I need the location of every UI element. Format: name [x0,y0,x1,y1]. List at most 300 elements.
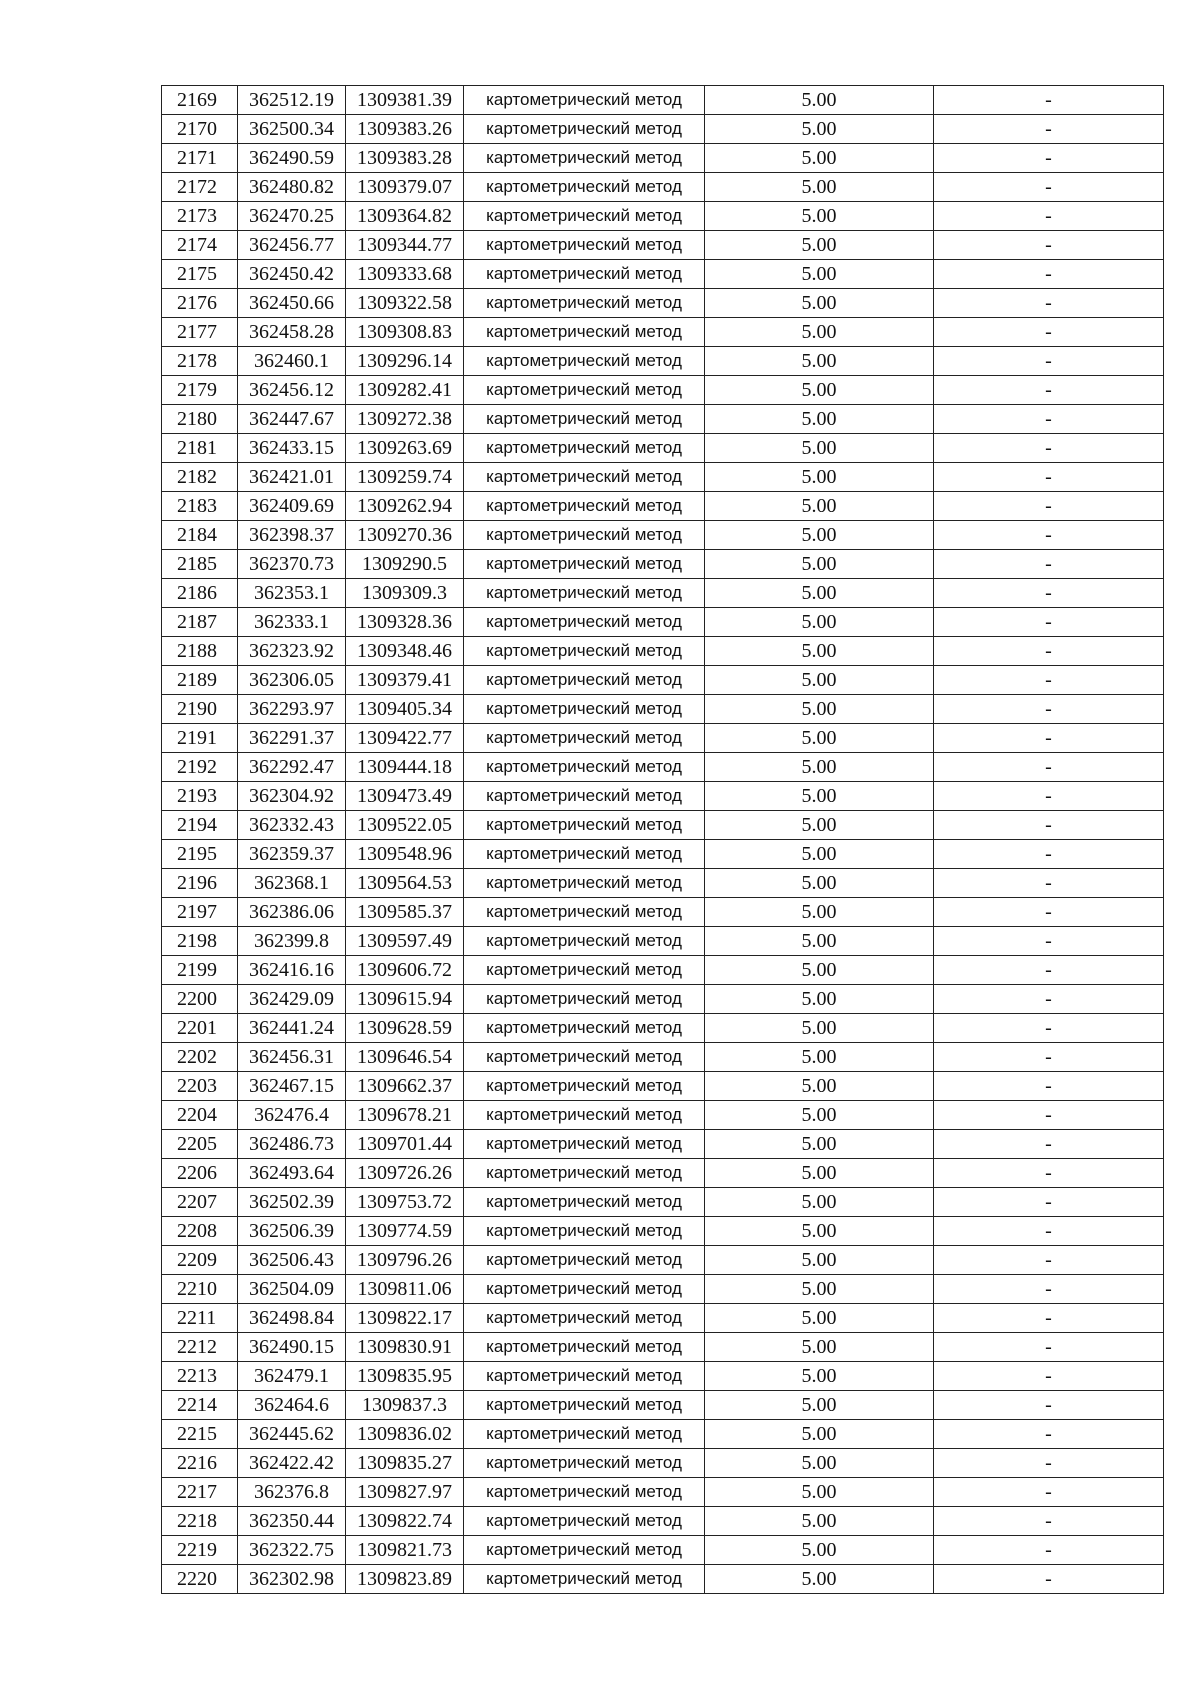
x-coordinate-cell: 362429.09 [238,985,346,1014]
note-cell: - [934,898,1164,927]
table-row [162,289,1164,318]
precision-cell: 5.00 [705,1072,934,1101]
x-coordinate-cell: 362370.73 [238,550,346,579]
note-cell: - [934,1188,1164,1217]
precision-cell: 5.00 [705,376,934,405]
method-cell: картометрический метод [464,1246,705,1275]
table-row [162,260,1164,289]
note-cell: - [934,927,1164,956]
y-coordinate-cell: 1309726.26 [346,1159,464,1188]
point-number-cell: 2202 [162,1043,238,1072]
table-row [162,1217,1164,1246]
note-cell: - [934,1391,1164,1420]
y-coordinate-cell: 1309282.41 [346,376,464,405]
point-number-cell: 2171 [162,144,238,173]
x-coordinate-cell: 362480.82 [238,173,346,202]
y-coordinate-cell: 1309827.97 [346,1478,464,1507]
method-cell: картометрический метод [464,1565,705,1594]
method-cell: картометрический метод [464,1217,705,1246]
point-number-cell: 2182 [162,463,238,492]
table-row [162,608,1164,637]
precision-cell: 5.00 [705,1565,934,1594]
y-coordinate-cell: 1309835.95 [346,1362,464,1391]
y-coordinate-cell: 1309564.53 [346,869,464,898]
note-cell: - [934,1217,1164,1246]
note-cell: - [934,1043,1164,1072]
note-cell: - [934,376,1164,405]
method-cell: картометрический метод [464,289,705,318]
table-row [162,1391,1164,1420]
point-number-cell: 2214 [162,1391,238,1420]
y-coordinate-cell: 1309364.82 [346,202,464,231]
method-cell: картометрический метод [464,840,705,869]
point-number-cell: 2181 [162,434,238,463]
note-cell: - [934,666,1164,695]
y-coordinate-cell: 1309262.94 [346,492,464,521]
note-cell: - [934,260,1164,289]
note-cell: - [934,753,1164,782]
precision-cell: 5.00 [705,1130,934,1159]
point-number-cell: 2211 [162,1304,238,1333]
table-row [162,1449,1164,1478]
table-row [162,1188,1164,1217]
note-cell: - [934,405,1164,434]
y-coordinate-cell: 1309405.34 [346,695,464,724]
x-coordinate-cell: 362447.67 [238,405,346,434]
y-coordinate-cell: 1309753.72 [346,1188,464,1217]
note-cell: - [934,782,1164,811]
precision-cell: 5.00 [705,347,934,376]
x-coordinate-cell: 362399.8 [238,927,346,956]
table-row [162,579,1164,608]
note-cell: - [934,869,1164,898]
method-cell: картометрический метод [464,1101,705,1130]
y-coordinate-cell: 1309422.77 [346,724,464,753]
point-number-cell: 2172 [162,173,238,202]
table-row [162,1043,1164,1072]
x-coordinate-cell: 362479.1 [238,1362,346,1391]
x-coordinate-cell: 362450.42 [238,260,346,289]
precision-cell: 5.00 [705,550,934,579]
y-coordinate-cell: 1309823.89 [346,1565,464,1594]
method-cell: картометрический метод [464,434,705,463]
note-cell: - [934,231,1164,260]
method-cell: картометрический метод [464,1275,705,1304]
note-cell: - [934,318,1164,347]
table-row [162,405,1164,434]
method-cell: картометрический метод [464,492,705,521]
table-row [162,550,1164,579]
point-number-cell: 2203 [162,1072,238,1101]
y-coordinate-cell: 1309444.18 [346,753,464,782]
precision-cell: 5.00 [705,637,934,666]
method-cell: картометрический метод [464,115,705,144]
method-cell: картометрический метод [464,144,705,173]
x-coordinate-cell: 362504.09 [238,1275,346,1304]
note-cell: - [934,550,1164,579]
table-row [162,782,1164,811]
precision-cell: 5.00 [705,1391,934,1420]
point-number-cell: 2186 [162,579,238,608]
method-cell: картометрический метод [464,637,705,666]
precision-cell: 5.00 [705,1217,934,1246]
note-cell: - [934,1275,1164,1304]
point-number-cell: 2170 [162,115,238,144]
x-coordinate-cell: 362416.16 [238,956,346,985]
point-number-cell: 2178 [162,347,238,376]
precision-cell: 5.00 [705,202,934,231]
note-cell: - [934,1304,1164,1333]
point-number-cell: 2201 [162,1014,238,1043]
precision-cell: 5.00 [705,869,934,898]
note-cell: - [934,1130,1164,1159]
method-cell: картометрический метод [464,1159,705,1188]
precision-cell: 5.00 [705,1478,934,1507]
x-coordinate-cell: 362490.15 [238,1333,346,1362]
note-cell: - [934,289,1164,318]
x-coordinate-cell: 362322.75 [238,1536,346,1565]
precision-cell: 5.00 [705,1246,934,1275]
x-coordinate-cell: 362368.1 [238,869,346,898]
table-row [162,637,1164,666]
table-row [162,1333,1164,1362]
note-cell: - [934,1420,1164,1449]
x-coordinate-cell: 362332.43 [238,811,346,840]
point-number-cell: 2218 [162,1507,238,1536]
precision-cell: 5.00 [705,1420,934,1449]
y-coordinate-cell: 1309348.46 [346,637,464,666]
precision-cell: 5.00 [705,579,934,608]
precision-cell: 5.00 [705,289,934,318]
point-number-cell: 2175 [162,260,238,289]
point-number-cell: 2180 [162,405,238,434]
point-number-cell: 2195 [162,840,238,869]
table-row [162,985,1164,1014]
note-cell: - [934,637,1164,666]
y-coordinate-cell: 1309308.83 [346,318,464,347]
table-row [162,1478,1164,1507]
precision-cell: 5.00 [705,1159,934,1188]
precision-cell: 5.00 [705,1449,934,1478]
y-coordinate-cell: 1309628.59 [346,1014,464,1043]
method-cell: картометрический метод [464,1072,705,1101]
y-coordinate-cell: 1309821.73 [346,1536,464,1565]
y-coordinate-cell: 1309290.5 [346,550,464,579]
note-cell: - [934,608,1164,637]
precision-cell: 5.00 [705,1362,934,1391]
precision-cell: 5.00 [705,434,934,463]
precision-cell: 5.00 [705,1333,934,1362]
precision-cell: 5.00 [705,1536,934,1565]
table-row [162,86,1164,115]
note-cell: - [934,579,1164,608]
x-coordinate-cell: 362456.77 [238,231,346,260]
method-cell: картометрический метод [464,1478,705,1507]
y-coordinate-cell: 1309835.27 [346,1449,464,1478]
method-cell: картометрический метод [464,695,705,724]
note-cell: - [934,86,1164,115]
point-number-cell: 2198 [162,927,238,956]
note-cell: - [934,434,1164,463]
y-coordinate-cell: 1309272.38 [346,405,464,434]
point-number-cell: 2200 [162,985,238,1014]
y-coordinate-cell: 1309597.49 [346,927,464,956]
method-cell: картометрический метод [464,1304,705,1333]
table-row [162,927,1164,956]
x-coordinate-cell: 362467.15 [238,1072,346,1101]
table-row [162,1014,1164,1043]
table-row [162,202,1164,231]
y-coordinate-cell: 1309259.74 [346,463,464,492]
point-number-cell: 2197 [162,898,238,927]
y-coordinate-cell: 1309606.72 [346,956,464,985]
y-coordinate-cell: 1309836.02 [346,1420,464,1449]
method-cell: картометрический метод [464,1362,705,1391]
method-cell: картометрический метод [464,579,705,608]
x-coordinate-cell: 362441.24 [238,1014,346,1043]
method-cell: картометрический метод [464,521,705,550]
x-coordinate-cell: 362323.92 [238,637,346,666]
y-coordinate-cell: 1309646.54 [346,1043,464,1072]
precision-cell: 5.00 [705,260,934,289]
method-cell: картометрический метод [464,1130,705,1159]
y-coordinate-cell: 1309296.14 [346,347,464,376]
y-coordinate-cell: 1309328.36 [346,608,464,637]
point-number-cell: 2206 [162,1159,238,1188]
point-number-cell: 2207 [162,1188,238,1217]
x-coordinate-cell: 362502.39 [238,1188,346,1217]
note-cell: - [934,695,1164,724]
coordinates-table-body [162,86,1164,1594]
point-number-cell: 2185 [162,550,238,579]
table-row [162,521,1164,550]
method-cell: картометрический метод [464,869,705,898]
x-coordinate-cell: 362304.92 [238,782,346,811]
method-cell: картометрический метод [464,927,705,956]
precision-cell: 5.00 [705,927,934,956]
table-row [162,1362,1164,1391]
method-cell: картометрический метод [464,550,705,579]
precision-cell: 5.00 [705,1304,934,1333]
y-coordinate-cell: 1309837.3 [346,1391,464,1420]
x-coordinate-cell: 362291.37 [238,724,346,753]
x-coordinate-cell: 362421.01 [238,463,346,492]
y-coordinate-cell: 1309830.91 [346,1333,464,1362]
note-cell: - [934,985,1164,1014]
table-row [162,695,1164,724]
y-coordinate-cell: 1309822.74 [346,1507,464,1536]
method-cell: картометрический метод [464,956,705,985]
x-coordinate-cell: 362353.1 [238,579,346,608]
method-cell: картометрический метод [464,405,705,434]
method-cell: картометрический метод [464,1391,705,1420]
precision-cell: 5.00 [705,1507,934,1536]
point-number-cell: 2199 [162,956,238,985]
method-cell: картометрический метод [464,86,705,115]
table-row [162,1072,1164,1101]
y-coordinate-cell: 1309344.77 [346,231,464,260]
y-coordinate-cell: 1309615.94 [346,985,464,1014]
table-row [162,434,1164,463]
x-coordinate-cell: 362512.19 [238,86,346,115]
note-cell: - [934,1246,1164,1275]
y-coordinate-cell: 1309383.26 [346,115,464,144]
note-cell: - [934,1565,1164,1594]
table-row [162,869,1164,898]
note-cell: - [934,1362,1164,1391]
x-coordinate-cell: 362409.69 [238,492,346,521]
x-coordinate-cell: 362470.25 [238,202,346,231]
x-coordinate-cell: 362302.98 [238,1565,346,1594]
point-number-cell: 2192 [162,753,238,782]
table-row [162,231,1164,260]
x-coordinate-cell: 362458.28 [238,318,346,347]
note-cell: - [934,1159,1164,1188]
y-coordinate-cell: 1309585.37 [346,898,464,927]
method-cell: картометрический метод [464,1188,705,1217]
x-coordinate-cell: 362386.06 [238,898,346,927]
table-row [162,956,1164,985]
precision-cell: 5.00 [705,1275,934,1304]
table-row [162,1304,1164,1333]
precision-cell: 5.00 [705,318,934,347]
note-cell: - [934,1014,1164,1043]
method-cell: картометрический метод [464,898,705,927]
y-coordinate-cell: 1309662.37 [346,1072,464,1101]
y-coordinate-cell: 1309333.68 [346,260,464,289]
y-coordinate-cell: 1309701.44 [346,1130,464,1159]
x-coordinate-cell: 362506.39 [238,1217,346,1246]
note-cell: - [934,1507,1164,1536]
y-coordinate-cell: 1309811.06 [346,1275,464,1304]
point-number-cell: 2190 [162,695,238,724]
precision-cell: 5.00 [705,492,934,521]
method-cell: картометрический метод [464,608,705,637]
y-coordinate-cell: 1309270.36 [346,521,464,550]
table-row [162,811,1164,840]
point-number-cell: 2189 [162,666,238,695]
point-number-cell: 2208 [162,1217,238,1246]
point-number-cell: 2193 [162,782,238,811]
precision-cell: 5.00 [705,1101,934,1130]
x-coordinate-cell: 362350.44 [238,1507,346,1536]
y-coordinate-cell: 1309309.3 [346,579,464,608]
method-cell: картометрический метод [464,1014,705,1043]
note-cell: - [934,724,1164,753]
point-number-cell: 2191 [162,724,238,753]
coordinates-table [161,85,1164,1594]
precision-cell: 5.00 [705,144,934,173]
precision-cell: 5.00 [705,521,934,550]
precision-cell: 5.00 [705,86,934,115]
point-number-cell: 2179 [162,376,238,405]
x-coordinate-cell: 362500.34 [238,115,346,144]
x-coordinate-cell: 362306.05 [238,666,346,695]
table-row [162,1130,1164,1159]
table-row [162,1565,1164,1594]
x-coordinate-cell: 362506.43 [238,1246,346,1275]
note-cell: - [934,956,1164,985]
method-cell: картометрический метод [464,811,705,840]
precision-cell: 5.00 [705,173,934,202]
method-cell: картометрический метод [464,724,705,753]
point-number-cell: 2216 [162,1449,238,1478]
point-number-cell: 2183 [162,492,238,521]
note-cell: - [934,202,1164,231]
x-coordinate-cell: 362456.31 [238,1043,346,1072]
y-coordinate-cell: 1309822.17 [346,1304,464,1333]
note-cell: - [934,347,1164,376]
x-coordinate-cell: 362292.47 [238,753,346,782]
table-row [162,1420,1164,1449]
precision-cell: 5.00 [705,405,934,434]
note-cell: - [934,811,1164,840]
x-coordinate-cell: 362293.97 [238,695,346,724]
note-cell: - [934,463,1164,492]
method-cell: картометрический метод [464,1536,705,1565]
note-cell: - [934,1449,1164,1478]
note-cell: - [934,1101,1164,1130]
point-number-cell: 2219 [162,1536,238,1565]
precision-cell: 5.00 [705,695,934,724]
y-coordinate-cell: 1309381.39 [346,86,464,115]
note-cell: - [934,115,1164,144]
table-row [162,144,1164,173]
table-row [162,115,1164,144]
x-coordinate-cell: 362464.6 [238,1391,346,1420]
point-number-cell: 2173 [162,202,238,231]
method-cell: картометрический метод [464,782,705,811]
table-row [162,1507,1164,1536]
note-cell: - [934,521,1164,550]
table-row [162,753,1164,782]
table-row [162,1159,1164,1188]
table-row [162,376,1164,405]
x-coordinate-cell: 362422.42 [238,1449,346,1478]
table-row [162,1536,1164,1565]
x-coordinate-cell: 362486.73 [238,1130,346,1159]
precision-cell: 5.00 [705,1188,934,1217]
method-cell: картометрический метод [464,260,705,289]
x-coordinate-cell: 362398.37 [238,521,346,550]
y-coordinate-cell: 1309473.49 [346,782,464,811]
y-coordinate-cell: 1309522.05 [346,811,464,840]
point-number-cell: 2184 [162,521,238,550]
method-cell: картометрический метод [464,231,705,260]
method-cell: картометрический метод [464,1043,705,1072]
y-coordinate-cell: 1309263.69 [346,434,464,463]
method-cell: картометрический метод [464,463,705,492]
point-number-cell: 2210 [162,1275,238,1304]
y-coordinate-cell: 1309548.96 [346,840,464,869]
x-coordinate-cell: 362476.4 [238,1101,346,1130]
method-cell: картометрический метод [464,376,705,405]
table-row [162,898,1164,927]
point-number-cell: 2205 [162,1130,238,1159]
method-cell: картометрический метод [464,985,705,1014]
method-cell: картометрический метод [464,202,705,231]
precision-cell: 5.00 [705,608,934,637]
table-row [162,1101,1164,1130]
point-number-cell: 2196 [162,869,238,898]
point-number-cell: 2217 [162,1478,238,1507]
note-cell: - [934,173,1164,202]
precision-cell: 5.00 [705,811,934,840]
note-cell: - [934,1478,1164,1507]
point-number-cell: 2220 [162,1565,238,1594]
method-cell: картометрический метод [464,1333,705,1362]
y-coordinate-cell: 1309678.21 [346,1101,464,1130]
